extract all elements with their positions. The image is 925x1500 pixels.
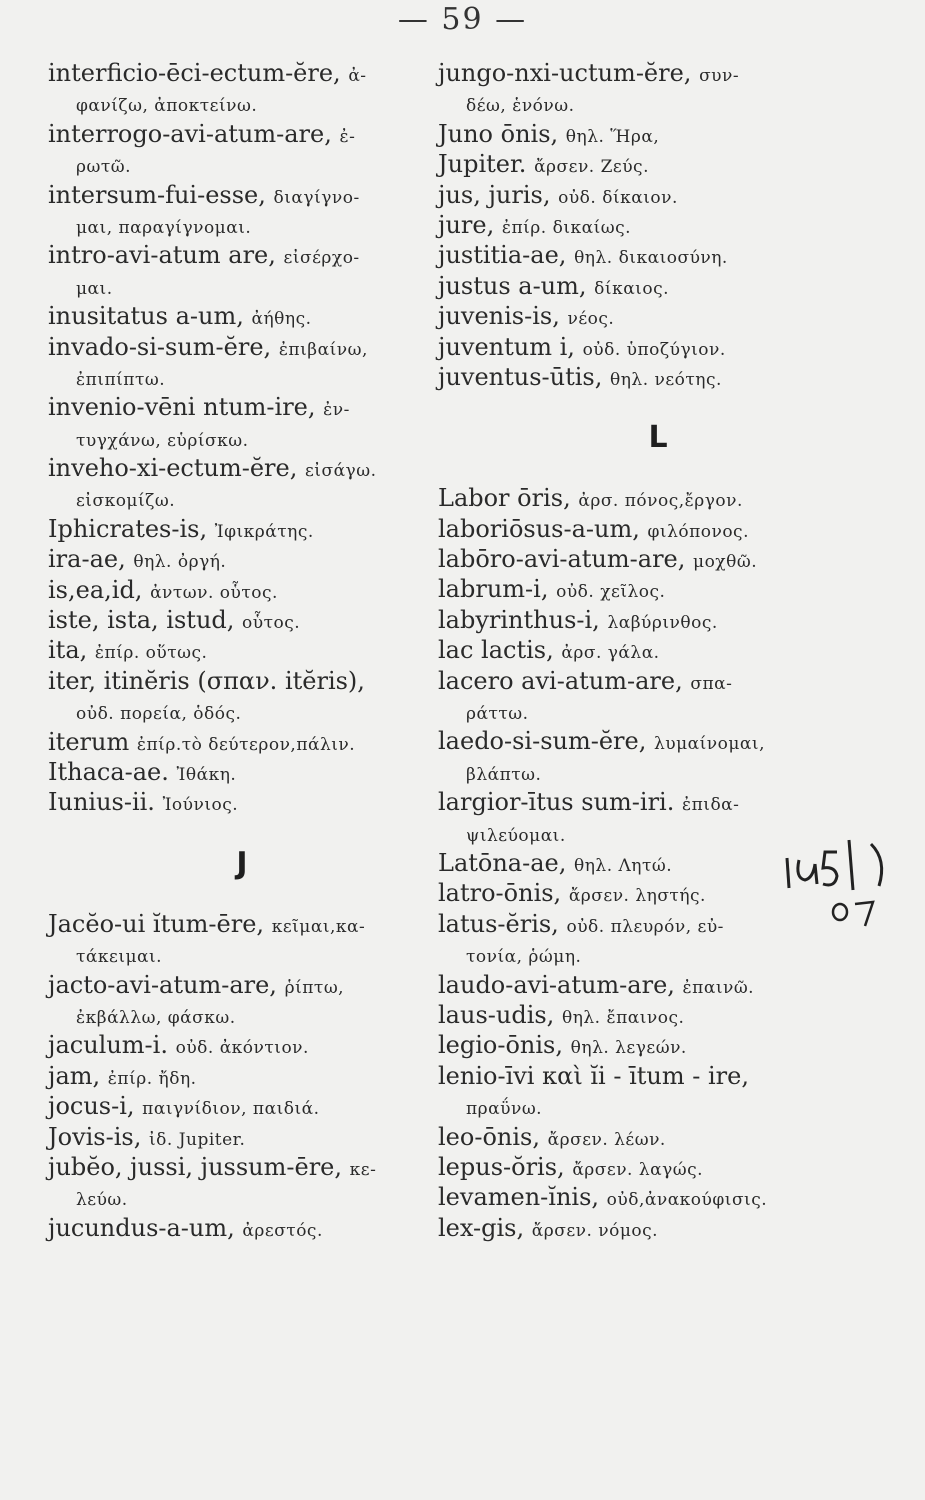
- latin-headword: laudo-avi-atum-are,: [438, 970, 675, 999]
- greek-translation: τυγχάνω, εὑρίσκω.: [76, 430, 249, 451]
- greek-translation: ράττω.: [466, 704, 529, 725]
- latin-headword: lepus-ŏris,: [438, 1152, 565, 1181]
- dictionary-line: [438, 514, 878, 544]
- dictionary-line: [438, 666, 878, 696]
- greek-translation: ἐ-: [339, 126, 356, 147]
- dictionary-line: [438, 574, 878, 604]
- dictionary-line: [48, 423, 436, 453]
- latin-headword: inveho-xi-ectum-ĕre,: [48, 454, 298, 483]
- latin-headword: labyrinthus-i,: [438, 605, 600, 634]
- greek-translation: παιγνίδιον, παιδιά.: [142, 1099, 320, 1120]
- dictionary-line: [48, 514, 436, 544]
- dictionary-line: [438, 605, 878, 635]
- latin-headword: levamen-ĭnis,: [438, 1183, 600, 1212]
- latin-headword: Iphicrates-is,: [48, 514, 208, 543]
- greek-translation: φανίζω, ἀποκτείνω.: [76, 96, 258, 117]
- latin-headword: Jovis-is,: [48, 1122, 142, 1151]
- dictionary-line: [48, 453, 436, 483]
- dictionary-line: [48, 757, 436, 787]
- latin-headword: latus-ĕris,: [438, 909, 559, 938]
- greek-translation: θηλ. νεότης.: [610, 369, 722, 390]
- latin-headword: legio-ōnis,: [438, 1031, 564, 1060]
- latin-headword: jaculum-i.: [48, 1031, 168, 1060]
- dictionary-line: [438, 1030, 878, 1060]
- right-column: [438, 58, 878, 1243]
- left-column: [48, 58, 436, 1243]
- greek-translation: ἄρσεν. λέων.: [547, 1129, 666, 1150]
- greek-translation: Ἰφικράτης.: [214, 521, 314, 542]
- dictionary-line: [48, 332, 436, 362]
- dictionary-line: [438, 362, 878, 392]
- dictionary-line: [438, 1152, 878, 1182]
- entry-block: [438, 58, 878, 392]
- greek-translation: θηλ. Ἥρα,: [565, 126, 660, 147]
- greek-translation: δίκαιος.: [594, 278, 670, 299]
- latin-headword: lacero avi-atum-are,: [438, 666, 683, 695]
- greek-translation: ἐπιπίπτω.: [76, 369, 166, 390]
- dictionary-line: [48, 88, 436, 118]
- latin-headword: Ithaca-ae.: [48, 757, 169, 786]
- greek-translation: μαι.: [76, 278, 113, 299]
- greek-translation: τάκειμαι.: [76, 947, 163, 968]
- greek-translation: ἄρσεν. λαγώς.: [572, 1159, 704, 1180]
- greek-translation: οὐδ. χεῖλος.: [556, 582, 666, 603]
- dictionary-line: [48, 271, 436, 301]
- greek-translation: ἀντων. οὗτος.: [150, 582, 278, 603]
- latin-headword: is,ea,id,: [48, 575, 143, 604]
- greek-translation: συν-: [699, 66, 740, 86]
- latin-headword: laus-udis,: [438, 1000, 555, 1029]
- greek-translation: ἐπιδα-: [681, 795, 740, 816]
- greek-translation: ἐπίρ.τὸ δεύτερον,πάλιν.: [136, 734, 356, 755]
- greek-translation: ἀήθης.: [251, 309, 312, 330]
- latin-headword: Juno ōnis,: [438, 119, 559, 148]
- latin-headword: juvenis-is,: [438, 302, 560, 331]
- dictionary-line: [48, 392, 436, 422]
- latin-headword: ita,: [48, 636, 88, 665]
- greek-translation: διαγίγνο-: [273, 187, 360, 208]
- handwritten-note: [775, 838, 915, 928]
- greek-translation: οὐδ. ὑποζύγιον.: [582, 339, 726, 360]
- dictionary-line: [438, 240, 878, 270]
- greek-translation: ἀ-: [348, 66, 367, 86]
- dictionary-line: [48, 1213, 436, 1243]
- dictionary-line: [48, 605, 436, 635]
- dictionary-line: [48, 301, 436, 331]
- latin-headword: jocus-i,: [48, 1092, 135, 1121]
- dictionary-line: [48, 1061, 436, 1091]
- latin-headword: labōro-avi-atum-are,: [438, 545, 686, 574]
- greek-translation: οὐδ,ἀνακούφισις.: [606, 1190, 768, 1211]
- page-number: — 59 —: [397, 2, 528, 37]
- dictionary-line: [438, 544, 878, 574]
- greek-translation: νέος.: [567, 309, 615, 330]
- latin-headword: jacto-avi-atum-are,: [48, 970, 277, 999]
- latin-headword: Jacĕo-ui ĭtum-ēre,: [48, 909, 265, 938]
- greek-translation: οὐδ. πλευρόν, εὐ-: [566, 916, 724, 937]
- dictionary-line: [438, 696, 878, 726]
- dictionary-line: [438, 970, 878, 1000]
- dictionary-line: [438, 757, 878, 787]
- dictionary-line: [48, 575, 436, 605]
- dictionary-line: [48, 939, 436, 969]
- dictionary-line: [438, 1122, 878, 1152]
- dictionary-line: [48, 1000, 436, 1030]
- dictionary-line: [48, 909, 436, 939]
- latin-headword: juventus-ūtis,: [438, 362, 603, 391]
- dictionary-line: [438, 635, 878, 665]
- greek-translation: ἀρεστός.: [242, 1220, 323, 1241]
- latin-headword: jucundus-a-um,: [48, 1213, 235, 1242]
- dictionary-line: [48, 635, 436, 665]
- latin-headword: jure,: [438, 210, 495, 239]
- greek-translation: πραΰνω.: [466, 1099, 543, 1120]
- latin-headword: laedo-si-sum-ĕre,: [438, 727, 647, 756]
- latin-headword: ira-ae,: [48, 545, 126, 574]
- greek-translation: Ἰθάκη.: [176, 764, 237, 785]
- latin-headword: lac lactis,: [438, 636, 554, 665]
- greek-translation: οὗτος.: [242, 613, 301, 634]
- dictionary-line: [48, 119, 436, 149]
- dictionary-line: [48, 362, 436, 392]
- dictionary-line: [48, 696, 436, 726]
- dictionary-line: [438, 271, 878, 301]
- dictionary-line: [438, 58, 878, 88]
- latin-headword: Jupiter.: [438, 150, 527, 179]
- latin-headword: leo-ōnis,: [438, 1122, 540, 1151]
- latin-headword: inusitatus a-um,: [48, 302, 244, 331]
- greek-translation: θηλ. ἔπαινος.: [561, 1007, 685, 1028]
- section-heading-j: J: [236, 845, 248, 881]
- greek-translation: εἰσάγω.: [305, 461, 377, 482]
- greek-translation: ἐπαινῶ.: [682, 977, 755, 998]
- dictionary-line: [48, 544, 436, 574]
- greek-translation: θηλ. λεγεών.: [570, 1038, 687, 1059]
- greek-translation: λαβύρινθος.: [607, 612, 718, 633]
- dictionary-line: [48, 787, 436, 817]
- greek-translation: Ἰούνιος.: [162, 795, 239, 816]
- dictionary-line: [48, 149, 436, 179]
- dictionary-line: [438, 149, 878, 179]
- dictionary-line: [438, 1061, 878, 1091]
- latin-headword: Latōna-ae,: [438, 848, 567, 877]
- latin-headword: justitia-ae,: [438, 241, 567, 270]
- dictionary-line: [48, 180, 436, 210]
- greek-translation: κε-: [349, 1159, 377, 1180]
- dictionary-line: [48, 210, 436, 240]
- greek-translation: οὐδ. δίκαιον.: [558, 187, 678, 208]
- greek-translation: ψιλεύομαι.: [466, 825, 566, 846]
- greek-translation: ἐπιβαίνω,: [278, 339, 368, 360]
- dictionary-line: [48, 727, 436, 757]
- greek-translation: ἐπίρ. ἤδη.: [107, 1068, 197, 1089]
- latin-headword: laboriōsus-a-um,: [438, 514, 640, 543]
- greek-translation: θηλ. δικαιοσύνη.: [574, 248, 728, 269]
- greek-translation: κεῖμαι,κα-: [271, 916, 366, 937]
- latin-headword: jubĕo, jussi, jussum-ēre,: [48, 1152, 342, 1181]
- greek-translation: οὐδ. πορεία, ὁδός.: [76, 704, 242, 725]
- greek-translation: ἐν-: [323, 400, 350, 421]
- greek-translation: δέω, ἑνόνω.: [466, 96, 575, 117]
- dictionary-line: [438, 1182, 878, 1212]
- greek-translation: λεύω.: [76, 1190, 128, 1211]
- latin-headword: iter, itinĕris (σπαν. itĕris),: [48, 666, 365, 695]
- latin-headword: intro-avi-atum are,: [48, 241, 276, 270]
- latin-headword: Iunius-ii.: [48, 788, 155, 817]
- greek-translation: θηλ. ὀργή.: [133, 552, 227, 573]
- dictionary-line: [438, 301, 878, 331]
- latin-headword: invado-si-sum-ĕre,: [48, 332, 272, 361]
- greek-translation: τονία, ῥώμη.: [466, 947, 582, 968]
- greek-translation: μαι, παραγίγνομαι.: [76, 217, 252, 238]
- greek-translation: ῥίπτω,: [284, 977, 345, 998]
- greek-translation: ἐπίρ. οὕτως.: [94, 643, 208, 664]
- latin-headword: labrum-i,: [438, 575, 549, 604]
- latin-headword: lenio-īvi καὶ ĭi - ītum - ire,: [438, 1061, 749, 1090]
- dictionary-line: [438, 1091, 878, 1121]
- greek-translation: ἀρσ. γάλα.: [561, 643, 660, 664]
- greek-translation: εἰσέρχο-: [283, 248, 360, 269]
- latin-headword: Labor ōris,: [438, 484, 571, 513]
- greek-translation: ἀρσ. πόνος,ἔργον.: [578, 491, 743, 512]
- dictionary-line: [438, 483, 878, 513]
- latin-headword: jus, juris,: [438, 180, 551, 209]
- latin-headword: justus a-um,: [438, 271, 587, 300]
- dictionary-line: [438, 726, 878, 756]
- latin-headword: juventum i,: [438, 332, 575, 361]
- entry-block: [48, 909, 436, 1243]
- latin-headword: latro-ōnis,: [438, 879, 562, 908]
- greek-translation: θηλ. Λητώ.: [574, 855, 673, 876]
- dictionary-line: [48, 1091, 436, 1121]
- section-heading-l: L: [648, 420, 668, 456]
- entry-block: [48, 58, 436, 818]
- dictionary-line: [48, 1030, 436, 1060]
- greek-translation: ἰδ. Jupiter.: [149, 1129, 246, 1150]
- greek-translation: ἄρσεν. Ζεύς.: [534, 157, 649, 178]
- latin-headword: intersum-fui-esse,: [48, 180, 266, 209]
- dictionary-line: [438, 119, 878, 149]
- greek-translation: βλάπτω.: [466, 764, 542, 785]
- dictionary-line: [438, 1000, 878, 1030]
- greek-translation: οὐδ. ἀκόντιον.: [175, 1038, 309, 1059]
- latin-headword: jam,: [48, 1061, 101, 1090]
- dictionary-line: [48, 1122, 436, 1152]
- dictionary-line: [48, 483, 436, 513]
- dictionary-line: [438, 180, 878, 210]
- dictionary-line: [48, 1152, 436, 1182]
- dictionary-line: [48, 240, 436, 270]
- dictionary-line: [438, 88, 878, 118]
- greek-translation: ἐπίρ. δικαίως.: [501, 217, 632, 238]
- greek-translation: λυμαίνομαι,: [654, 734, 765, 755]
- greek-translation: φιλόπονος.: [647, 521, 749, 542]
- greek-translation: ἄρσεν. ληστής.: [568, 886, 706, 907]
- greek-translation: μοχθῶ.: [693, 552, 758, 573]
- latin-headword: interficio-ēci-ectum-ĕre,: [48, 59, 341, 87]
- latin-headword: lex-gis,: [438, 1213, 525, 1242]
- greek-translation: ἄρσεν. νόμος.: [531, 1220, 659, 1241]
- latin-headword: invenio-vēni ntum-ire,: [48, 393, 316, 422]
- dictionary-line: [438, 210, 878, 240]
- latin-headword: largior-ītus sum-iri.: [438, 788, 675, 817]
- dictionary-line: [438, 1213, 878, 1243]
- dictionary-line: [438, 787, 878, 817]
- latin-headword: interrogo-avi-atum-are,: [48, 119, 332, 148]
- dictionary-line: [48, 666, 436, 696]
- dictionary-line: [438, 332, 878, 362]
- latin-headword: jungo-nxi-uctum-ĕre,: [438, 59, 692, 87]
- greek-translation: ρωτῶ.: [76, 157, 132, 178]
- dictionary-line: [48, 58, 436, 88]
- dictionary-line: [438, 939, 878, 969]
- latin-headword: iste, ista, istud,: [48, 606, 235, 635]
- dictionary-line: [48, 1182, 436, 1212]
- greek-translation: ἐκβάλλω, φάσκω.: [76, 1007, 236, 1028]
- greek-translation: εἰσκομίζω.: [76, 491, 176, 512]
- latin-headword: iterum: [48, 727, 130, 756]
- dictionary-line: [48, 970, 436, 1000]
- greek-translation: σπα-: [690, 673, 733, 694]
